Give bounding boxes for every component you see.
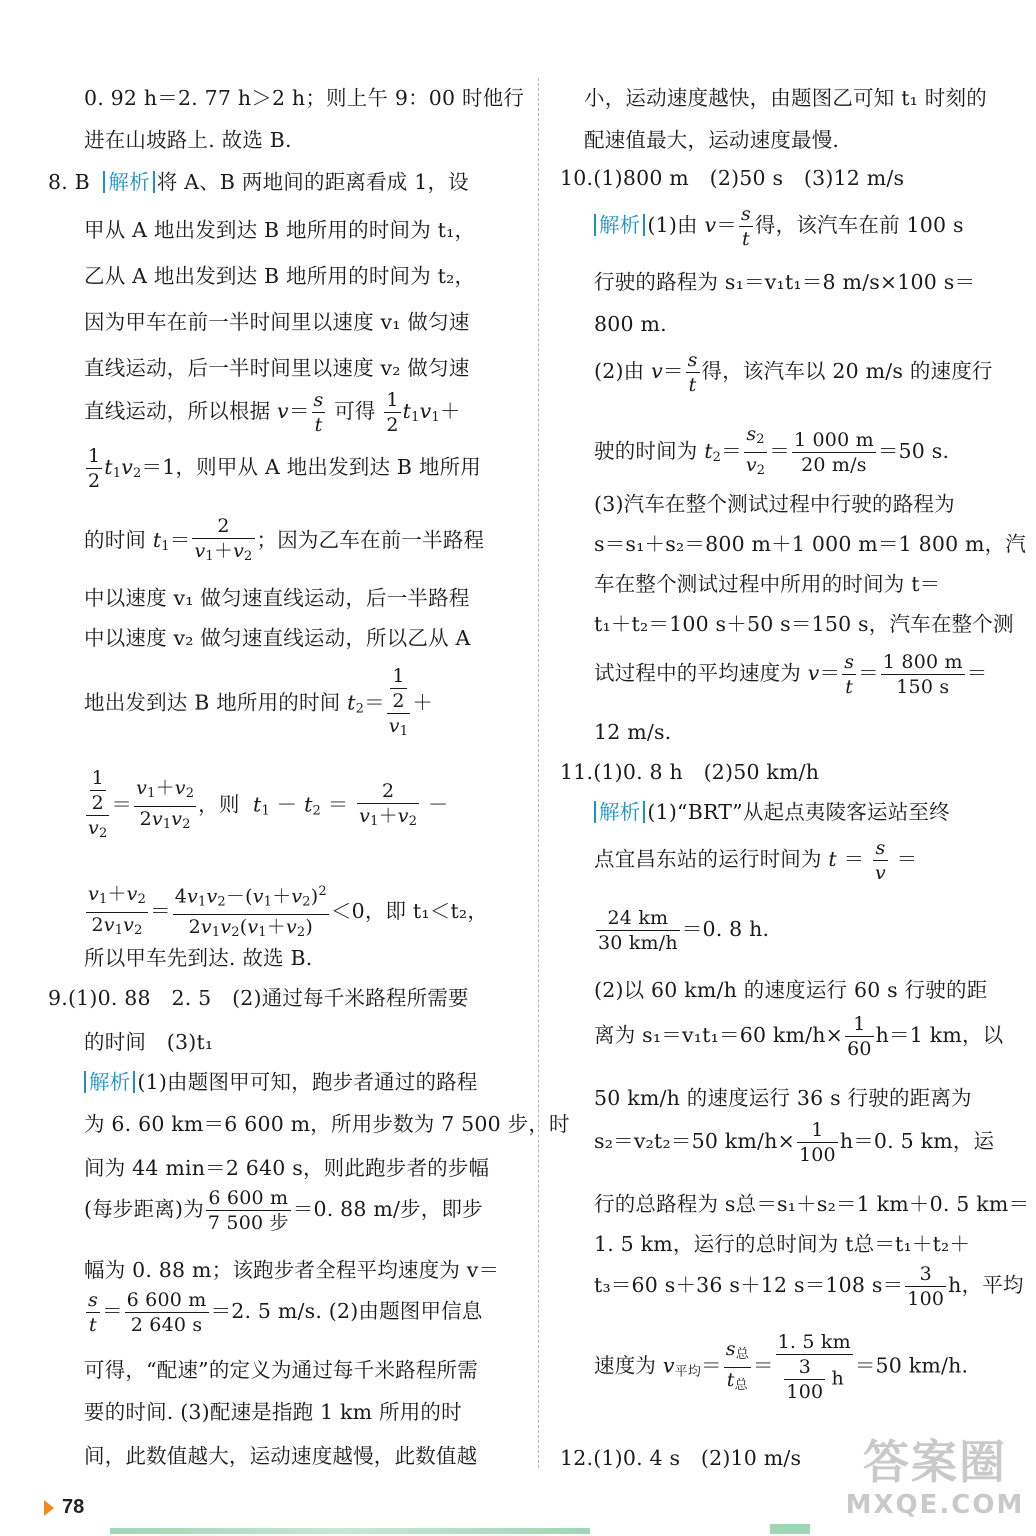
- watermark-url: MXQE.COM: [845, 1490, 1025, 1520]
- text-segment: 的时间: [84, 528, 147, 552]
- analysis-tag: 解析: [594, 214, 645, 236]
- footer-decoration: [110, 1528, 590, 1534]
- question-number: 11.: [560, 760, 594, 784]
- formula-line: $\frac{\frac{1}{2}}{v_2}$ ＝ $\frac{v_1+v_2}{2v_1v_2}$ ，则 $t_1 - t_2$ ＝ $\frac{2}{v_1+v_2}$ －: [84, 766, 449, 846]
- question-number: 12.: [560, 1446, 594, 1470]
- question-12-line: [560, 1444, 801, 1472]
- formula-line: 直线运动，所以根据 v＝ $\frac{s}{t}$ 可得 $\frac{1}{2}$ $t_1v_1+$: [84, 389, 461, 436]
- fraction: $\frac{24 km}{30 km/h}$: [598, 907, 678, 954]
- text-line: 中以速度 v₁ 做匀速直线运动，后一半路程: [84, 586, 470, 610]
- text-segment: (1)0. 88 2. 5 (2)通过每千米路程所需要: [67, 986, 469, 1010]
- fraction: $\frac{1}{60}$: [847, 1013, 872, 1060]
- text-segment: 驶的时间为: [594, 439, 698, 463]
- text-segment: ＜0，即 t₁＜t₂，: [330, 899, 489, 924]
- fraction: $\frac{4v_1v_2-(v_1+v_2)^2}{2v_1v_2(v_1+v_2)}$: [173, 880, 329, 945]
- text-segment: h，平均: [948, 1273, 1024, 1297]
- formula-line: [594, 1012, 1003, 1061]
- text-line: 行驶的路程为 s₁＝v₁t₁＝8 m/s×100 s＝: [594, 270, 976, 294]
- formula-line: 速度为 $v_{平均}=$ $\frac{s_总}{t_总}$ ＝ 1. 5 km $\frac{3}{100}$ h ＝50 km/h.: [594, 1331, 969, 1403]
- footer-decoration: [770, 1524, 810, 1534]
- fraction: $\frac{v_1+v_2}{2v_1v_2}$: [88, 883, 147, 939]
- text-line: 幅为 0. 88 m；该跑步者全程平均速度为 v＝: [84, 1258, 500, 1282]
- text-segment: ；因为乙车在前一半路程: [256, 528, 485, 552]
- formula-line: [84, 1186, 483, 1235]
- formula-line: 的时间 $t_1=$ $\frac{2}{v_1+v_2}$ ；因为乙车在前一半路程: [84, 514, 484, 569]
- watermark-title: 答案圈: [863, 1435, 1007, 1489]
- text-segment: 试过程中的平均速度为: [594, 661, 801, 685]
- text-line: 的时间 (3)t₁: [84, 1030, 214, 1054]
- text-line: 1. 5 km，运行的总时间为 t总＝t₁＋t₂＋: [594, 1232, 971, 1256]
- text-segment: ＝50 km/h.: [854, 1353, 969, 1378]
- text-segment: h＝1 km，以: [875, 1023, 1004, 1047]
- answer-text: (1)800 m (2)50 s (3)12 m/s: [593, 166, 905, 190]
- question-number: 9.: [48, 986, 68, 1010]
- fraction: $\frac{2}{v_1+v_2}$: [194, 515, 253, 564]
- text-segment: ＝0. 8 h.: [681, 917, 770, 941]
- text-line: 间为 44 min＝2 640 s，则此跑步者的步幅: [84, 1156, 490, 1180]
- text-line: (3)汽车在整个测试过程中行驶的路程为: [594, 492, 955, 516]
- text-segment: s₂＝v₂t₂＝50 km/h×: [594, 1129, 795, 1153]
- text-segment: 直线运动，所以根据: [84, 399, 271, 423]
- analysis-tag: 解析: [84, 1071, 135, 1093]
- analysis-tag: 解析: [103, 171, 154, 193]
- fraction: $\frac{s_2}{v_2}$: [745, 423, 766, 478]
- formula-line: 试过程中的平均速度为 v＝ $\frac{s}{t}$ ＝ $\frac{1 800 m}{150 s}$ ＝: [594, 651, 988, 698]
- text-segment: 点宜昌东站的运行时间为: [594, 847, 822, 871]
- question-number: 8. B: [48, 170, 90, 194]
- fraction: $\frac{2}{v_1+v_2}$: [359, 779, 418, 829]
- formula-line: $\frac{1}{2}$ $t_1v_2=1$，则甲从 A 地出发到达 B 地所用: [88, 445, 481, 492]
- formula-line: (2)由 v＝ $\frac{s}{t}$ 得，该汽车以 20 m/s 的速度行: [594, 349, 993, 396]
- text-segment: ，则: [198, 792, 240, 817]
- text-line: 12 m/s.: [594, 720, 672, 744]
- question-9-line: [48, 984, 469, 1012]
- formula-line: 解析 (1)由 v＝ $\frac{s}{t}$ 得，该汽车在前 100 s: [594, 202, 964, 251]
- fraction: $\frac{s}{v}$: [875, 837, 886, 884]
- text-line: 小，运动速度越快，由题图乙可知 t₁ 时刻的: [584, 86, 987, 110]
- text-segment: 地出发到达 B 地所用的时间: [84, 690, 341, 715]
- formula-line: [594, 1262, 1024, 1311]
- text-line: 将 A、B 两地间的距离看成 1，设: [156, 170, 469, 194]
- fraction: $\frac{6 600 m}{2 640 s}$: [126, 1289, 207, 1336]
- fraction: $\frac{1 000 m}{20 m/s}$: [793, 429, 874, 476]
- fraction: $\frac{1}{100}$: [798, 1119, 836, 1166]
- column-divider: [538, 78, 539, 1468]
- text-line: 进在山坡路上. 故选 B.: [84, 128, 292, 152]
- text-line: 直线运动，后一半时间里以速度 v₂ 做匀速: [84, 356, 470, 380]
- text-line: 行的总路程为 s总＝s₁＋s₂＝1 km＋0. 5 km＝: [594, 1192, 1030, 1216]
- text-line: 中以速度 v₂ 做匀速直线运动，所以乙从 A: [84, 626, 471, 650]
- formula-line: 地出发到达 B 地所用的时间 $t_2=$ $\frac{\frac{1}{2}}{v_1}$ ＋: [84, 664, 433, 744]
- text-line: 乙从 A 地出发到达 B 地所用的时间为 t₂，: [84, 264, 476, 288]
- answer-text: (1)0. 4 s (2)10 m/s: [593, 1446, 802, 1470]
- text-line: 800 m.: [594, 312, 667, 336]
- text-segment: (1)“BRT”从起点夷陵客运站至终: [647, 800, 950, 824]
- formula-line: $\frac{s}{t}$ ＝ $\frac{6 600 m}{2 640 s}$ ＝2. 5 m/s. (2)由题图甲信息: [88, 1289, 483, 1336]
- text-segment: (1)由题图甲可知，跑步者通过的路程: [137, 1070, 478, 1094]
- fraction: $\frac{s}{t}$: [844, 651, 855, 698]
- answer-text: (1)0. 8 h (2)50 km/h: [593, 760, 820, 784]
- fraction: $\frac{s}{t}$: [740, 203, 751, 250]
- text-segment: 速度为: [594, 1353, 657, 1378]
- text-line: 车在整个测试过程中所用的时间为 t＝: [594, 572, 941, 596]
- text-segment: (2)由: [594, 359, 645, 383]
- formula-line: 点宜昌东站的运行时间为 t ＝ $\frac{s}{v}$ ＝: [594, 837, 918, 884]
- text-line: 甲从 A 地出发到达 B 地所用的时间为 t₁，: [84, 218, 476, 242]
- fraction: $\frac{\frac{1}{2}}{v_1}$: [388, 665, 409, 739]
- text-segment: (每步距离)为: [84, 1197, 204, 1221]
- text-segment: h＝0. 5 km，运: [839, 1129, 995, 1153]
- text-line: t₁＋t₂＝100 s＋50 s＝150 s，汽车在整个测: [594, 612, 1014, 636]
- fraction: $\frac{1 800 m}{150 s}$: [882, 651, 963, 698]
- text-segment: ＝50 s.: [877, 439, 950, 463]
- formula-line: [594, 1118, 994, 1167]
- fraction: $\frac{s_总}{t_总}$: [725, 1337, 749, 1393]
- page-number: 78: [62, 1496, 85, 1518]
- analysis-line: [84, 1068, 478, 1096]
- fraction: $\frac{3}{100}$: [907, 1263, 945, 1310]
- watermark: [842, 1434, 1028, 1530]
- text-line: 50 km/h 的速度运行 36 s 行驶的距离为: [594, 1086, 972, 1110]
- text-line: 间，此数值越大，运动速度越慢，此数值越: [84, 1444, 478, 1468]
- formula-line: [594, 906, 769, 955]
- text-segment: ＝1，则甲从 A 地出发到达 B 地所用: [141, 455, 481, 479]
- text-segment: 得，该汽车在前 100 s: [754, 213, 964, 237]
- text-line: s＝s₁＋s₂＝800 m＋1 000 m＝1 800 m，汽: [594, 532, 1027, 556]
- text-line: 为 6. 60 km＝6 600 m，所用步数为 7 500 步，时: [84, 1112, 570, 1136]
- text-line: 可得，“配速”的定义为通过每千米路程所需: [84, 1358, 478, 1382]
- text-line: 配速值最大，运动速度最慢.: [584, 128, 840, 152]
- text-segment: 可得: [334, 399, 376, 423]
- fraction: $\frac{1}{2}$: [386, 389, 399, 436]
- analysis-line: [594, 798, 950, 826]
- question-11-line: [560, 758, 819, 786]
- formula-line: $\frac{v_1+v_2}{2v_1v_2}$ ＝ $\frac{4v_1v_2-(v_1+v_2)^2}{2v_1v_2(v_1+v_2)}$ ＜0，即 t₁＜t₂，: [84, 880, 488, 945]
- fraction: $\frac{\frac{1}{2}}{v_2}$: [88, 767, 108, 841]
- text-line: 因为甲车在前一半时间里以速度 v₁ 做匀速: [84, 310, 470, 334]
- question-8-line: [48, 168, 469, 196]
- question-number: 10.: [560, 166, 594, 190]
- fraction: $\frac{6 600 m}{\text{7 500 步}}$: [207, 1187, 289, 1234]
- text-segment: (1)由: [647, 213, 698, 237]
- text-segment: ＝2. 5 m/s. (2)由题图甲信息: [210, 1299, 483, 1323]
- fraction: $\frac{v_1+v_2}{2v_1v_2}$: [136, 776, 195, 832]
- text-line: 0. 92 h＝2. 77 h＞2 h；则上午 9：00 时他行: [84, 86, 525, 110]
- analysis-tag: 解析: [594, 801, 645, 823]
- fraction: $\frac{s}{t}$: [687, 349, 698, 396]
- text-line: 要的时间. (3)配速是指跑 1 km 所用的时: [84, 1400, 462, 1424]
- text-line: (2)以 60 km/h 的速度运行 60 s 行驶的距: [594, 978, 988, 1002]
- question-10-line: [560, 164, 904, 192]
- text-segment: ＝0. 88 m/步，即步: [292, 1197, 483, 1221]
- page-arrow-icon: [44, 1500, 54, 1516]
- text-segment: t₃＝60 s＋36 s＋12 s＝108 s＝: [594, 1273, 904, 1297]
- fraction: 1. 5 km $\frac{3}{100}$ h: [777, 1331, 851, 1403]
- formula-line: 驶的时间为 $t_2=$ $\frac{s_2}{v_2}$ ＝ $\frac{1 000 m}{20 m/s}$ ＝50 s.: [594, 422, 949, 483]
- fraction: $\frac{1}{2}$: [88, 445, 101, 492]
- fraction: $\frac{s}{t}$: [88, 1289, 98, 1336]
- text-segment: 离为 s₁＝v₁t₁＝60 km/h×: [594, 1023, 844, 1047]
- text-line: 所以甲车先到达. 故选 B.: [84, 946, 313, 970]
- text-segment: 得，该汽车以 20 m/s 的速度行: [701, 359, 993, 383]
- fraction: $\frac{s}{t}$: [313, 389, 324, 436]
